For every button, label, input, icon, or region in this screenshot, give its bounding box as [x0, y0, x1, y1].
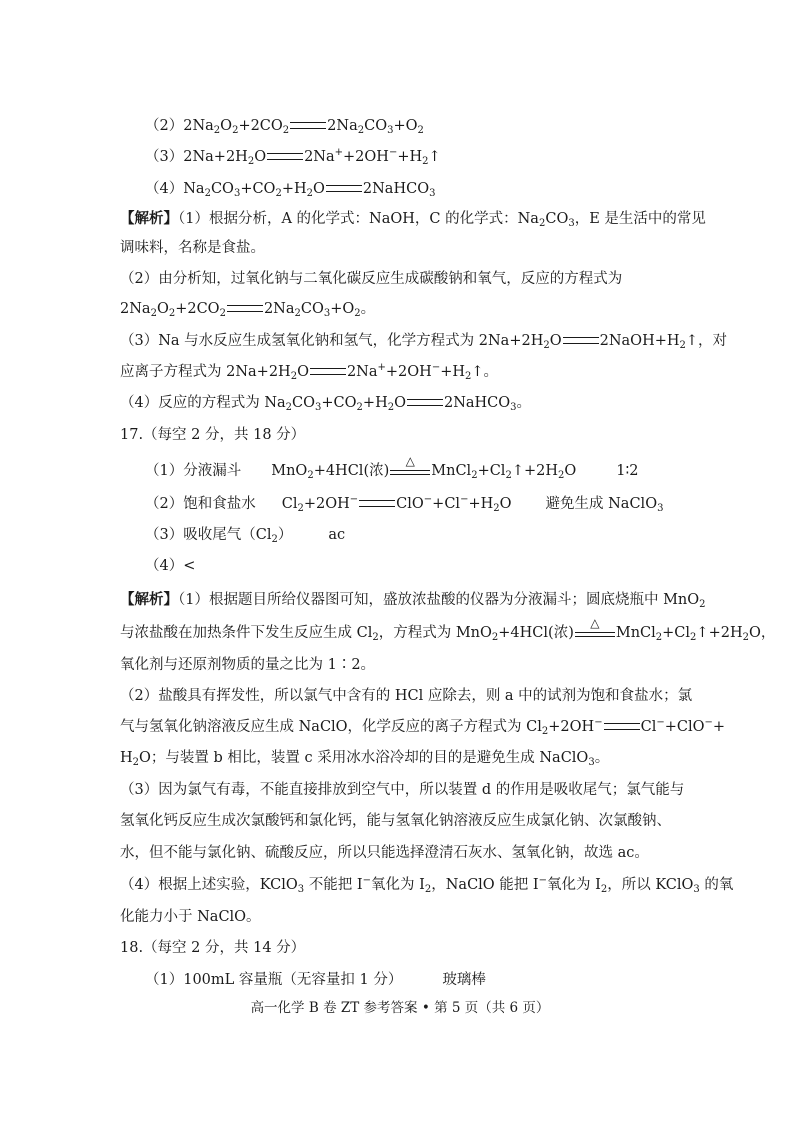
q17-analysis-1-cont: 与浓盐酸在加热条件下发生反应生成 $Cl_2$，方程式为 MnO$_2$+4HCl(浓) △ $MnCl_2+Cl_2↑+2H_2O$， — [120, 615, 776, 643]
equals-sign — [407, 399, 443, 406]
q16-analysis-2: （2）由分析知，过氧化钠与二氧化碳反应生成碳酸钠和氧气，反应的方程式为 — [120, 271, 623, 287]
q16-analysis-2-eq: $2Na_2O_2+2CO_2$ $2Na_2CO_3+O_2$。 — [120, 301, 376, 319]
q16-answer-3: $(3)2Na+2H_2O$ $2Na^++2OH^-+H_2↑$ — [145, 147, 441, 167]
q18-answer-1: （1）100mL 容量瓶（无容量扣 1 分） 玻璃棒 — [145, 972, 486, 988]
page-footer: 高一化学 B 卷 ZT 参考答案 • 第 5 页（共 6 页） — [250, 1000, 550, 1016]
equals-sign — [267, 153, 303, 160]
q17-answer-4: （4）< — [145, 558, 196, 574]
q16-analysis-3: （3）Na 与水反应生成氢氧化钠和氢气，化学方程式为 $2Na+2H_2O$ $2NaOH+H_2↑$，对 — [120, 333, 728, 351]
q17-analysis-1: 【解析】（1）根据题目所给仪器图可知，盛放浓盐酸的仪器为分液漏斗；圆底烧瓶中 MnO$_2$ — [120, 591, 706, 610]
q18-title: 18.（每空 2 分，共 14 分） — [120, 940, 306, 956]
q17-analysis-2-line3: $H_2O$；与装置 b 相比，装置 c 采用冰水浴冷却的目的是避免生成 NaClO$_3$。 — [120, 750, 610, 768]
equals-sign — [604, 723, 640, 730]
q16-answer-2: $(2)2Na_2O_2+2CO_2$ $2Na_2CO_3+O_2$ — [145, 118, 424, 136]
q16-analysis-4: （4）反应的方程式为 $Na_2CO_3+CO_2+H_2O$ 2NaHCO$_3$。 — [120, 395, 532, 413]
q17-analysis-3: （3）因为氯气有毒，不能直接排放到空气中，所以装置 d 的作用是吸收尾气；氯气能与 — [120, 782, 685, 798]
q16-answer-4: $(4)Na_2CO_3+CO_2+H_2O$ 2NaHCO$_3$ — [145, 181, 436, 199]
q17-answer-2: （2）饱和食盐水 $Cl_2+2OH^-$ $ClO^-+Cl^-+H_2O$ 避免生成 NaClO$_3$ — [145, 494, 664, 514]
q16-analysis-3-cont: 应离子方程式为 $2Na+2H_2O$ $2Na^++2OH^-+H_2↑$。 — [120, 362, 499, 382]
equals-sign — [290, 122, 326, 129]
heating-equals-sign: △ — [390, 470, 430, 475]
q17-answer-1: （1）分液漏斗 MnO$_2$+4HCl(浓) △ $MnCl_2+Cl_2↑+2H_2O$ 1∶2 — [145, 453, 639, 481]
q16-analysis-1-cont: 调味料，名称是食盐。 — [120, 240, 265, 256]
q17-analysis-4: （4）根据上述实验，KClO$_3$ 不能把 I−氧化为 $I_2$，NaClO 能把 I−氧化为 $I_2$，所以 KClO$_3$ 的氧 — [120, 875, 734, 895]
equals-sign — [359, 500, 395, 507]
q17-answer-3: （3）吸收尾气$(Cl_2)$ ac — [145, 527, 346, 545]
q17-analysis-2-cont: 气与氢氧化钠溶液反应生成 NaClO，化学反应的离子方程式为 $Cl_2+2OH^-$ Cl−+ClO−+ — [120, 717, 726, 737]
q17-analysis-4-cont: 化能力小于 NaClO。 — [120, 909, 261, 925]
q17-analysis-1-line3: 氧化剂与还原剂物质的量之比为 1∶2。 — [120, 657, 376, 673]
equals-sign — [310, 368, 346, 375]
equals-sign — [326, 185, 362, 192]
q16-analysis-1: 【解析】（1）根据分析，A 的化学式：NaOH，C 的化学式：$Na_2CO_3$，E 是生活中的常见 — [120, 210, 706, 229]
q17-analysis-3-line3: 水，但不能与氯化钠、硫酸反应，所以只能选择澄清石灰水、氢氧化钠，故选 ac。 — [120, 845, 649, 861]
equals-sign — [563, 337, 599, 344]
q17-analysis-3-line2: 氢氧化钙反应生成次氯酸钙和氯化钙，能与氢氧化钠溶液反应生成氯化钠、次氯酸钠、 — [120, 813, 671, 829]
heating-equals-sign: △ — [575, 632, 615, 637]
q17-title: 17.（每空 2 分，共 18 分） — [120, 427, 306, 443]
q17-analysis-2: （2）盐酸具有挥发性，所以氯气中含有的 HCl 应除去，则 a 中的试剂为饱和食盐水；氯 — [120, 688, 693, 704]
equals-sign — [227, 305, 263, 312]
